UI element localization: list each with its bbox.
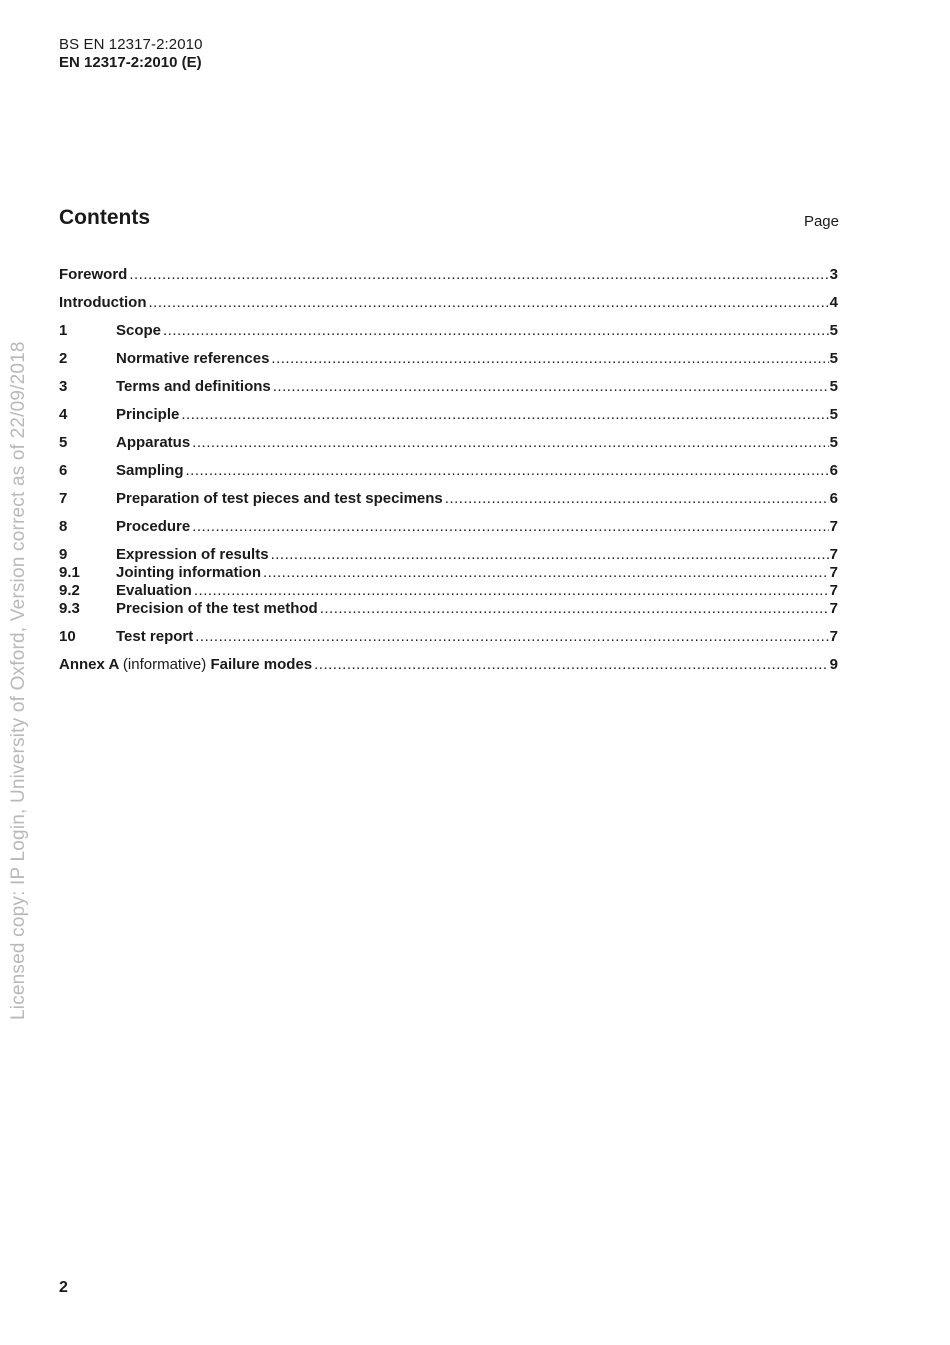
toc-entry-title: Jointing information — [116, 564, 261, 581]
toc-entry-number: 10 — [59, 628, 76, 645]
dot-leader — [129, 266, 828, 284]
dot-leader — [314, 656, 829, 674]
table-of-contents — [59, 266, 838, 674]
bs-standard-id: BS EN 12317-2:2010 — [59, 36, 203, 53]
dot-leader — [192, 434, 828, 452]
toc-entry-scope[interactable] — [59, 322, 838, 340]
toc-entry-page: 5 — [829, 322, 838, 339]
toc-entry-terms-and-definitions[interactable] — [59, 378, 838, 396]
toc-entry-page: 5 — [829, 434, 838, 451]
toc-entry-title: Evaluation — [116, 582, 192, 599]
page-column-label: Page — [803, 213, 839, 230]
toc-entry-evaluation[interactable] — [59, 582, 838, 600]
toc-entry-title: Precision of the test method — [116, 600, 318, 617]
toc-entry-test-report[interactable] — [59, 628, 838, 646]
dot-leader — [195, 628, 828, 646]
dot-leader — [273, 378, 829, 396]
dot-leader — [148, 294, 828, 312]
toc-entry-number: 9.2 — [59, 582, 80, 599]
annex-note: (informative) — [122, 656, 207, 673]
toc-entry-procedure[interactable] — [59, 518, 838, 536]
toc-entry-number: 9 — [59, 546, 68, 563]
toc-entry-preparation[interactable] — [59, 490, 838, 508]
toc-entry-apparatus[interactable] — [59, 434, 838, 452]
toc-entry-title: Foreword — [59, 266, 128, 283]
dot-leader — [271, 350, 828, 368]
toc-entry-jointing-information[interactable] — [59, 564, 838, 582]
toc-entry-page: 3 — [829, 266, 838, 283]
toc-entry-number: 7 — [59, 490, 68, 507]
toc-entry-title: Preparation of test pieces and test specimens — [116, 490, 443, 507]
dot-leader — [320, 600, 829, 618]
toc-entry-page: 4 — [829, 294, 838, 311]
dot-leader — [192, 518, 828, 536]
dot-leader — [194, 582, 829, 600]
toc-entry-foreword[interactable] — [59, 266, 838, 284]
toc-entry-title: Sampling — [116, 462, 184, 479]
toc-entry-title: Terms and definitions — [116, 378, 271, 395]
toc-entry-page: 5 — [829, 406, 838, 423]
dot-leader — [263, 564, 829, 582]
document-header — [59, 36, 203, 72]
toc-entry-principle[interactable] — [59, 406, 838, 424]
toc-entry-number: 6 — [59, 462, 68, 479]
toc-entry-title: Procedure — [116, 518, 191, 535]
en-standard-id: EN 12317-2:2010 (E) — [59, 54, 202, 71]
toc-entry-introduction[interactable] — [59, 294, 838, 312]
toc-entry-number: 5 — [59, 434, 68, 451]
toc-entry-title: Expression of results — [116, 546, 269, 563]
page-title: Contents — [59, 206, 150, 229]
toc-entry-page: 6 — [829, 490, 838, 507]
dot-leader — [271, 546, 829, 564]
toc-entry-title: Introduction — [59, 294, 147, 311]
toc-entry-sampling[interactable] — [59, 462, 838, 480]
toc-entry-number: 9.3 — [59, 600, 80, 617]
toc-entry-precision[interactable] — [59, 600, 838, 618]
toc-entry-title: Failure modes — [210, 656, 313, 673]
toc-entry-title: Test report — [116, 628, 194, 645]
toc-entry-page: 5 — [829, 378, 838, 395]
toc-entry-number: 4 — [59, 406, 68, 423]
toc-entry-expression-of-results[interactable] — [59, 546, 838, 564]
dot-leader — [445, 490, 829, 508]
toc-entry-page: 6 — [829, 462, 838, 479]
annex-label: Annex A — [59, 656, 119, 673]
toc-annex-entry — [59, 656, 312, 674]
dot-leader — [163, 322, 829, 340]
toc-entry-number: 3 — [59, 378, 68, 395]
toc-entry-page: 7 — [829, 600, 838, 617]
toc-entry-number: 2 — [59, 350, 68, 367]
toc-entry-title: Apparatus — [116, 434, 191, 451]
toc-entry-number: 9.1 — [59, 564, 80, 581]
toc-entry-page: 7 — [829, 518, 838, 535]
toc-entry-number: 8 — [59, 518, 68, 535]
toc-entry-number: 1 — [59, 322, 68, 339]
toc-entry-title: Normative references — [116, 350, 270, 367]
toc-entry-title: Principle — [116, 406, 180, 423]
toc-entry-page: 7 — [829, 582, 838, 599]
dot-leader — [181, 406, 828, 424]
toc-entry-page: 9 — [829, 656, 838, 673]
toc-entry-page: 7 — [829, 546, 838, 563]
toc-entry-title: Scope — [116, 322, 162, 339]
toc-entry-page: 7 — [829, 564, 838, 581]
toc-entry-page: 7 — [829, 628, 838, 645]
toc-entry-page: 5 — [829, 350, 838, 367]
toc-entry-annex-a[interactable] — [59, 656, 838, 674]
dot-leader — [186, 462, 829, 480]
page-number: 2 — [59, 1279, 68, 1296]
license-watermark: Licensed copy: IP Login, University of Oxford, Version correct as of 22/09/2018 — [8, 341, 29, 1020]
toc-entry-normative-references[interactable] — [59, 350, 838, 368]
